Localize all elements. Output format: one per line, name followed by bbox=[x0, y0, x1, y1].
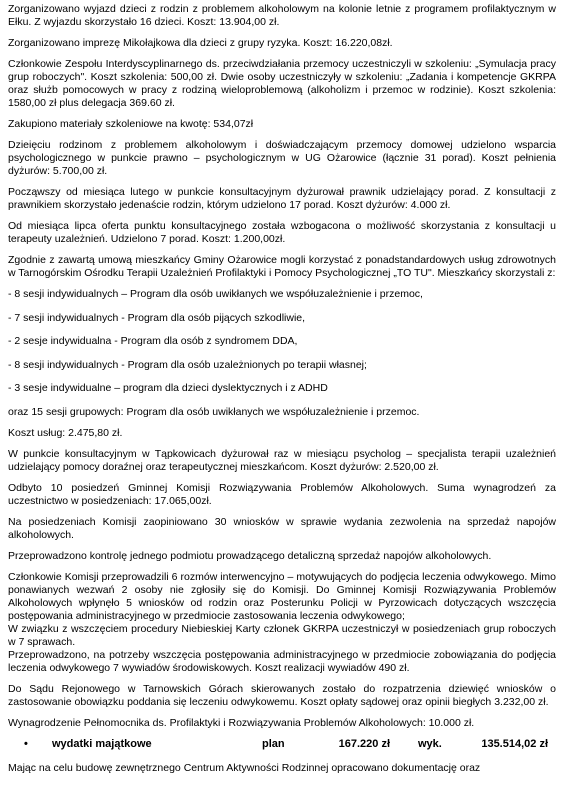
plan-label: plan bbox=[262, 737, 285, 750]
paragraph-commission-meetings: Odbyto 10 posiedzeń Gminnej Komisji Rozwiązywania Problemów Alkoholowych. Suma wynagrodzeń za uczestnictwo w posiedzeniach: 17.065,00zł. bbox=[8, 481, 556, 507]
paragraph-permits: Na posiedzeniach Komisji zaopiniowano 30 wniosków w sprawie wydania zezwolenia na sprzedaż napojów alkoholowych. bbox=[8, 515, 556, 541]
list-item-session: - 7 sesji indywidualnych - Program dla osób pijących szkodliwie, bbox=[8, 311, 306, 324]
paragraph-services-cost: Koszt usług: 2.475,80 zł. bbox=[8, 426, 123, 439]
list-item-session: - 3 sesje indywidualne – program dla dzieci dyslektycznych i z ADHD bbox=[8, 382, 328, 394]
wyk-value: 135.514,02 zł bbox=[481, 737, 548, 750]
paragraph-group-sessions: oraz 15 sesji grupowych: Program dla osób uwikłanych we współuzależnienie i przemoc. bbox=[8, 405, 420, 418]
paragraph-plenipotentiary: Wynagrodzenie Pełnomocnika ds. Profilaktyki i Rozwiązywania Problemów Alkoholowych: 10.000 zł. bbox=[8, 716, 475, 729]
bullet-icon: • bbox=[24, 737, 28, 750]
paragraph-interventions: Członkowie Komisji przeprowadzili 6 rozmów interwencyjno – motywujących do podjęcia leczenia odwykowego. Mimo ponawianych wezwań 2 osoby nie zgłosiły się do Komisji. Do Gminnej Komisji Rozwiązywania Problemów Alkoholowych wpłynęło 5 wniosków od rodzin oraz Posterunku Policji w Pyrzowicach dotyczących wszczęcia postępowania administracyjnego w przedmiocie zastosowania leczenia odwykowego; bbox=[8, 570, 556, 622]
paragraph-court: Do Sądu Rejonowego w Tarnowskich Górach skierowanych zostało do rozpatrzenia dziewięć wniosków o zastosowanie obowiązku poddania się leczeniu odwykowemu. Koszt opłaty sądowej oraz opinii biegłych 3.232,00 zł. bbox=[8, 682, 556, 708]
paragraph-training: Członkowie Zespołu Interdyscyplinarnego ds. przeciwdziałania przemocy uczestniczyli w szkoleniu: „Symulacja pracy grup roboczych". Koszt szkolenia: 500,00 zł. Dwie osoby uczestniczyły w szkoleniu: „Zadania i kompetencje GKRPA oraz służb pomocowych w pracy z rodziną wieloproblemową (alkoholizm i przemoc w rodzinie). Koszt szkolenia: 1580,00 zł plus delegacja 369.60 zł. bbox=[8, 58, 556, 109]
paragraph-psych-support: Dzieięciu rodzinom z problemem alkoholowym i doświadczającym przemocy domowej udzielono wsparcia psychologicznego w punkcie prawno – psychologicznym w UG Ożarowice (łącznie 31 porad). Koszt pełnienia dyżurów: 5.700,00 zł. bbox=[8, 139, 556, 177]
document-page bbox=[8, 3, 556, 783]
paragraph-materials: Zakupiono materiały szkoleniowe na kwotę: 534,07zł bbox=[8, 118, 254, 130]
paragraph-toto-agreement: Zgodnie z zawartą umową mieszkańcy Gminy Ożarowice mogli korzystać z ponadstandardowych usług zdrowotnych w Tarnogórskim Ośrodku Terapii Uzależnień Profilaktyki i Pomocy Psychologicznej „TO TU". Mieszkańcy skorzystali z: bbox=[8, 254, 556, 279]
paragraph-blue-card: W związku z wszczęciem procedury Niebieskiej Karty członek GKRPA uczestniczył w posiedzeniach grup roboczych w 7 sprawach. bbox=[8, 622, 556, 648]
paragraph-santa-event: Zorganizowano imprezę Mikołajkowa dla dzieci z grupy ryzyka. Koszt: 16.220,08zł. bbox=[8, 37, 393, 49]
paragraph-family-center: Mając na celu budowę zewnętrznego Centrum Aktywności Rodzinnej opracowano dokumentację oraz bbox=[8, 761, 481, 774]
wyk-label: wyk. bbox=[418, 737, 442, 750]
plan-value: 167.220 zł bbox=[338, 737, 390, 750]
list-item-session: - 8 sesji indywidualnych - Program dla osób uzależnionych po terapii własnej; bbox=[8, 358, 367, 371]
paragraph-inspection: Przeprowadzono kontrolę jednego podmiotu prowadzącego detaliczną sprzedaż napojów alkoholowych. bbox=[8, 549, 492, 562]
list-item-session: - 8 sesji indywidualnych – Program dla osób uwikłanych we współuzależnienie i przemoc, bbox=[8, 288, 423, 300]
paragraph-colonies: Zorganizowano wyjazd dzieci z rodzin z problemem alkoholowym na kolonie letnie z programem profilaktycznym w Ełku. Z wyjazdu skorzystało 16 dzieci. Koszt: 13.904,00 zł. bbox=[8, 3, 556, 28]
expenses-row bbox=[8, 738, 556, 751]
paragraph-interviews: Przeprowadzono, na potrzeby wszczęcia postępowania administracyjnego w przedmiocie zobowiązania do podjęcia leczenia odwykowego 7 wywiadów środowiskowych. Koszt realizacji wywiadów 490 zł. bbox=[8, 648, 556, 674]
list-item-session: - 2 sesje indywidualna - Program dla osób z syndromem DDA, bbox=[8, 335, 298, 347]
expenses-label: wydatki majątkowe bbox=[52, 737, 152, 750]
paragraph-tapkowice: W punkcie konsultacyjnym w Tąpkowicach dyżurował raz w miesiącu psycholog – specjalista terapii uzależnień udzielający pomocy doraźnej oraz terapeutycznej mieszkańcom. Koszt dyżurów: 2.520,00 zł. bbox=[8, 447, 556, 473]
paragraph-lawyer: Począwszy od miesiąca lutego w punkcie konsultacyjnym dyżurował prawnik udzielający porad. Z konsultacji z prawnikiem skorzystało jedenaście rodzin, którym udzielono 17 porad. Koszt dyżurów: 4.000 zł. bbox=[8, 186, 556, 211]
paragraph-therapist: Od miesiąca lipca oferta punktu konsultacyjnego została wzbogacona o możliwość skorzystania z konsultacji u terapeuty uzależnień. Udzielono 7 porad. Koszt: 1.200,00zł. bbox=[8, 220, 556, 245]
